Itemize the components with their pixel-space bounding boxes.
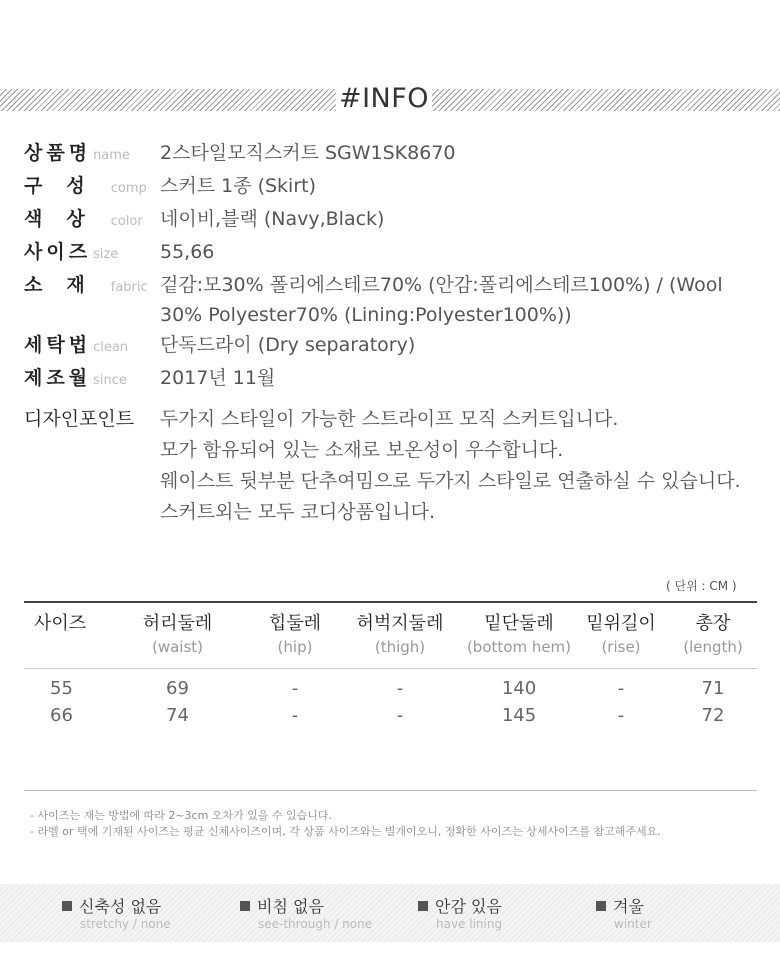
table-cell: - <box>396 705 404 726</box>
table-cell: - <box>617 678 625 699</box>
info-row-size <box>24 237 764 270</box>
info-value: 단독드라이 (Dry separatory) <box>160 334 416 356</box>
header-label-en: (bottom hem) <box>466 638 572 656</box>
header-label: 힙둘레 <box>268 613 322 634</box>
design-point-line: 웨이스트 뒷부분 단추여밈으로 두가지 스타일로 연출하실 수 있습니다. <box>160 470 741 492</box>
info-row-comp <box>24 171 764 204</box>
size-unit: ( 단위 : CM ) <box>666 579 737 593</box>
info-label: 제조월 <box>24 367 92 389</box>
info-row-clean <box>24 330 764 363</box>
header-label: 밑위길이 <box>586 613 656 634</box>
info-value: 겉감:모30% 폴리에스테르70% (안감:폴리에스테르100%) / (Wool 30% Polyester70% (Lining:Polyester100%)) <box>160 274 723 326</box>
info-label: 사이즈 <box>24 241 92 263</box>
feature-label: 비침 없음 <box>257 897 324 916</box>
note-line: - 라벨 or 택에 기재된 사이즈는 평균 신체사이즈이며, 각 상품 사이즈와는 별개이오니, 정확한 사이즈는 상세사이즈를 참고해주세요. <box>30 825 661 838</box>
info-value: 55,66 <box>160 241 215 263</box>
table-cell: - <box>617 705 625 726</box>
header-label-en: (hip) <box>277 638 313 656</box>
info-row-since <box>24 363 764 396</box>
info-row-fabric <box>24 270 764 330</box>
product-info <box>24 138 764 396</box>
info-label-en: comp <box>110 181 147 196</box>
design-point-line: 두가지 스타일이 가능한 스트라이프 모직 스커트입니다. <box>160 408 619 430</box>
size-notes <box>30 808 661 840</box>
table-cell: 55 <box>50 678 73 699</box>
design-point-label: 디자인포인트 <box>24 408 135 430</box>
header-label-en: (thigh) <box>374 638 426 656</box>
feature-stretch <box>62 897 171 931</box>
feature-lining <box>418 897 502 931</box>
info-label: 소재 <box>24 274 109 296</box>
feature-label-en: see-through / none <box>258 917 373 931</box>
info-title: #INFO <box>338 83 430 114</box>
table-cell: 71 <box>701 678 725 699</box>
header-label-en: (length) <box>683 638 743 656</box>
header-label-en: (rise) <box>601 638 641 656</box>
divider <box>24 790 757 791</box>
info-label: 상품명 <box>24 142 92 164</box>
info-label-en: since <box>93 373 127 388</box>
feature-label-en: winter <box>614 917 652 931</box>
feature-seethrough <box>240 897 372 931</box>
design-point-line: 모가 함유되어 있는 소재로 보온성이 우수합니다. <box>160 439 564 461</box>
info-row-color <box>24 204 764 237</box>
feature-season <box>596 897 652 931</box>
table-cell: - <box>396 678 404 699</box>
header-label: 허리둘레 <box>142 613 213 634</box>
feature-bar <box>0 884 780 942</box>
info-label: 구성 <box>24 175 109 197</box>
table-cell: - <box>291 705 299 726</box>
header-label: 허벅지둘레 <box>356 613 444 634</box>
header-label: 총장 <box>695 613 731 634</box>
table-cell: 140 <box>501 678 537 699</box>
info-label-en: fabric <box>110 280 148 295</box>
size-table <box>24 601 757 729</box>
header-label-en: (waist) <box>151 638 204 656</box>
table-cell: - <box>291 678 299 699</box>
size-table-header <box>24 603 757 669</box>
table-cell: 66 <box>50 705 73 726</box>
info-value: 2스타일모직스커트 SGW1SK8670 <box>160 142 456 164</box>
info-label-en: name <box>93 148 130 163</box>
info-value: 2017년 11월 <box>160 367 276 389</box>
info-label: 세탁법 <box>24 334 92 356</box>
header-label: 밑단둘레 <box>484 613 554 634</box>
square-bullet-icon <box>418 901 428 911</box>
header-label: 사이즈 <box>34 613 87 634</box>
design-point <box>24 404 764 528</box>
table-row <box>24 702 757 729</box>
info-value: 네이비,블랙 (Navy,Black) <box>160 208 385 230</box>
square-bullet-icon <box>596 901 606 911</box>
feature-label-en: have lining <box>436 917 503 931</box>
title-hatch-left <box>0 89 336 111</box>
info-label-en: size <box>93 247 119 262</box>
table-cell: 74 <box>166 705 189 726</box>
info-row-name <box>24 138 764 171</box>
table-cell: 69 <box>166 678 189 699</box>
square-bullet-icon <box>240 901 250 911</box>
square-bullet-icon <box>62 901 72 911</box>
note-line: - 사이즈는 재는 방법에 따라 2~3cm 오차가 있을 수 있습니다. <box>30 809 333 822</box>
title-hatch-right <box>432 89 780 111</box>
feature-label: 안감 있음 <box>435 897 502 916</box>
feature-label: 신축성 없음 <box>79 897 162 916</box>
info-label-en: color <box>110 214 143 229</box>
feature-label-en: stretchy / none <box>80 917 171 931</box>
info-label: 색상 <box>24 208 109 230</box>
table-cell: 145 <box>501 705 537 726</box>
info-label-en: clean <box>93 340 129 355</box>
info-value: 스커트 1종 (Skirt) <box>160 175 317 197</box>
design-point-line: 스커트외는 모두 코디상품입니다. <box>160 501 436 523</box>
table-cell: 72 <box>701 705 725 726</box>
feature-label: 겨울 <box>613 897 644 916</box>
table-row <box>24 675 757 702</box>
